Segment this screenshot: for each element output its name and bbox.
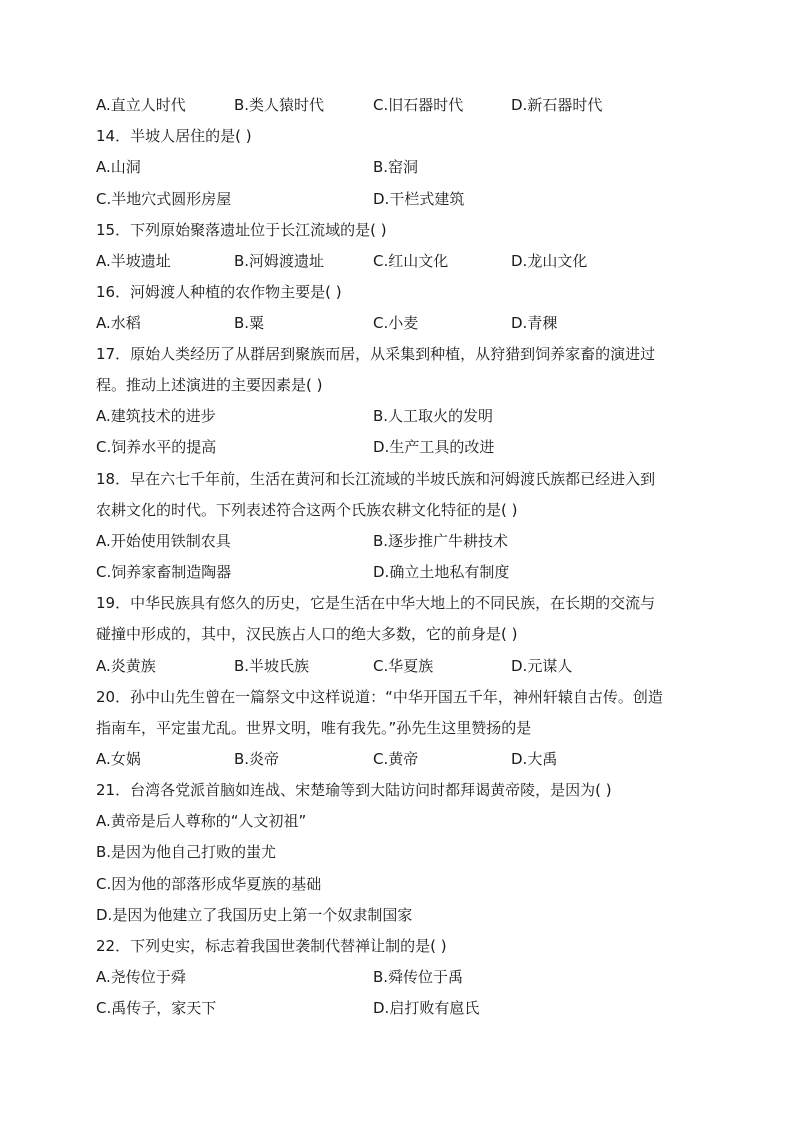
q13-option-b: B.类人猿时代 (234, 96, 325, 114)
q18-stem-line-1: 18．早在六七千年前，生活在黄河和长江流域的半坡氏族和河姆渡氏族都已经进入到 (96, 470, 656, 488)
q21-option-d: D.是因为他建立了我国历史上第一个奴隶制国家 (96, 906, 413, 924)
q13-option-c: C.旧石器时代 (373, 96, 464, 114)
q22-option-a: A.尧传位于舜 (96, 968, 186, 986)
q18-option-b: B.逐步推广牛耕技术 (373, 532, 509, 550)
q19-stem-line-1: 19．中华民族具有悠久的历史，它是生活在中华大地上的不同民族，在长期的交流与 (96, 594, 656, 612)
q20-option-c: C.黄帝 (373, 750, 419, 768)
q16-stem: 16．河姆渡人种植的农作物主要是( ) (96, 283, 342, 301)
q16-option-d: D.青稞 (511, 314, 558, 332)
q17-stem-line-2: 程。推动上述演进的主要因素是( ) (96, 376, 323, 394)
q20-option-a: A.女娲 (96, 750, 141, 768)
q19-stem-line-2: 碰撞中形成的，其中，汉民族占人口的绝大多数，它的前身是( ) (96, 625, 518, 643)
q13-option-a: A.直立人时代 (96, 96, 186, 114)
q14-option-a: A.山洞 (96, 158, 141, 176)
q22-stem: 22．下列史实，标志着我国世袭制代替禅让制的是( ) (96, 937, 447, 955)
q15-option-a: A.半坡遗址 (96, 252, 171, 270)
q19-option-b: B.半坡氏族 (234, 657, 310, 675)
q18-option-c: C.饲养家畜制造陶器 (96, 563, 232, 581)
q16-option-a: A.水稻 (96, 314, 141, 332)
q21-option-b: B.是因为他自己打败的蚩尤 (96, 843, 277, 861)
q17-option-b: B.人工取火的发明 (373, 407, 494, 425)
q15-stem: 15．下列原始聚落遗址位于长江流域的是( ) (96, 221, 387, 239)
q17-stem-line-1: 17．原始人类经历了从群居到聚族而居，从采集到种植，从狩猎到饲养家畜的演进过 (96, 345, 656, 363)
q17-option-c: C.饲养水平的提高 (96, 438, 217, 456)
q22-option-c: C.禹传子，家天下 (96, 999, 217, 1017)
q19-option-a: A.炎黄族 (96, 657, 156, 675)
q18-stem-line-2: 农耕文化的时代。下列表述符合这两个氏族农耕文化特征的是( ) (96, 501, 518, 519)
q21-option-c: C.因为他的部落形成华夏族的基础 (96, 875, 322, 893)
q14-option-c: C.半地穴式圆形房屋 (96, 190, 232, 208)
q19-option-d: D.元谋人 (511, 657, 573, 675)
q20-stem-line-2: 指南车，平定蚩尤乱。世界文明，唯有我先。”孙先生这里赞扬的是 (96, 719, 532, 737)
q21-option-a: A.黄帝是后人尊称的“人文初祖” (96, 812, 307, 830)
q16-option-b: B.粟 (234, 314, 265, 332)
q17-option-d: D.生产工具的改进 (373, 438, 495, 456)
q15-option-c: C.红山文化 (373, 252, 449, 270)
q21-stem: 21．台湾各党派首脑如连战、宋楚瑜等到大陆访问时都拜谒黄帝陵，是因为( ) (96, 781, 612, 799)
q15-option-b: B.河姆渡遗址 (234, 252, 325, 270)
q20-option-d: D.大禹 (511, 750, 558, 768)
q22-option-b: B.舜传位于禹 (373, 968, 464, 986)
q16-option-c: C.小麦 (373, 314, 419, 332)
q22-option-d: D.启打败有扈氏 (373, 999, 480, 1017)
q15-option-d: D.龙山文化 (511, 252, 588, 270)
q20-option-b: B.炎帝 (234, 750, 280, 768)
q17-option-a: A.建筑技术的进步 (96, 407, 216, 425)
q20-stem-line-1: 20．孙中山先生曾在一篇祭文中这样说道：“中华开国五千年，神州轩辕自古传。创造 (96, 688, 663, 706)
q14-option-d: D.干栏式建筑 (373, 190, 465, 208)
q18-option-a: A.开始使用铁制农具 (96, 532, 231, 550)
q19-option-c: C.华夏族 (373, 657, 434, 675)
q14-option-b: B.窑洞 (373, 158, 419, 176)
q14-stem: 14．半坡人居住的是( ) (96, 127, 252, 145)
q18-option-d: D.确立土地私有制度 (373, 563, 510, 581)
q13-option-d: D.新石器时代 (511, 96, 603, 114)
